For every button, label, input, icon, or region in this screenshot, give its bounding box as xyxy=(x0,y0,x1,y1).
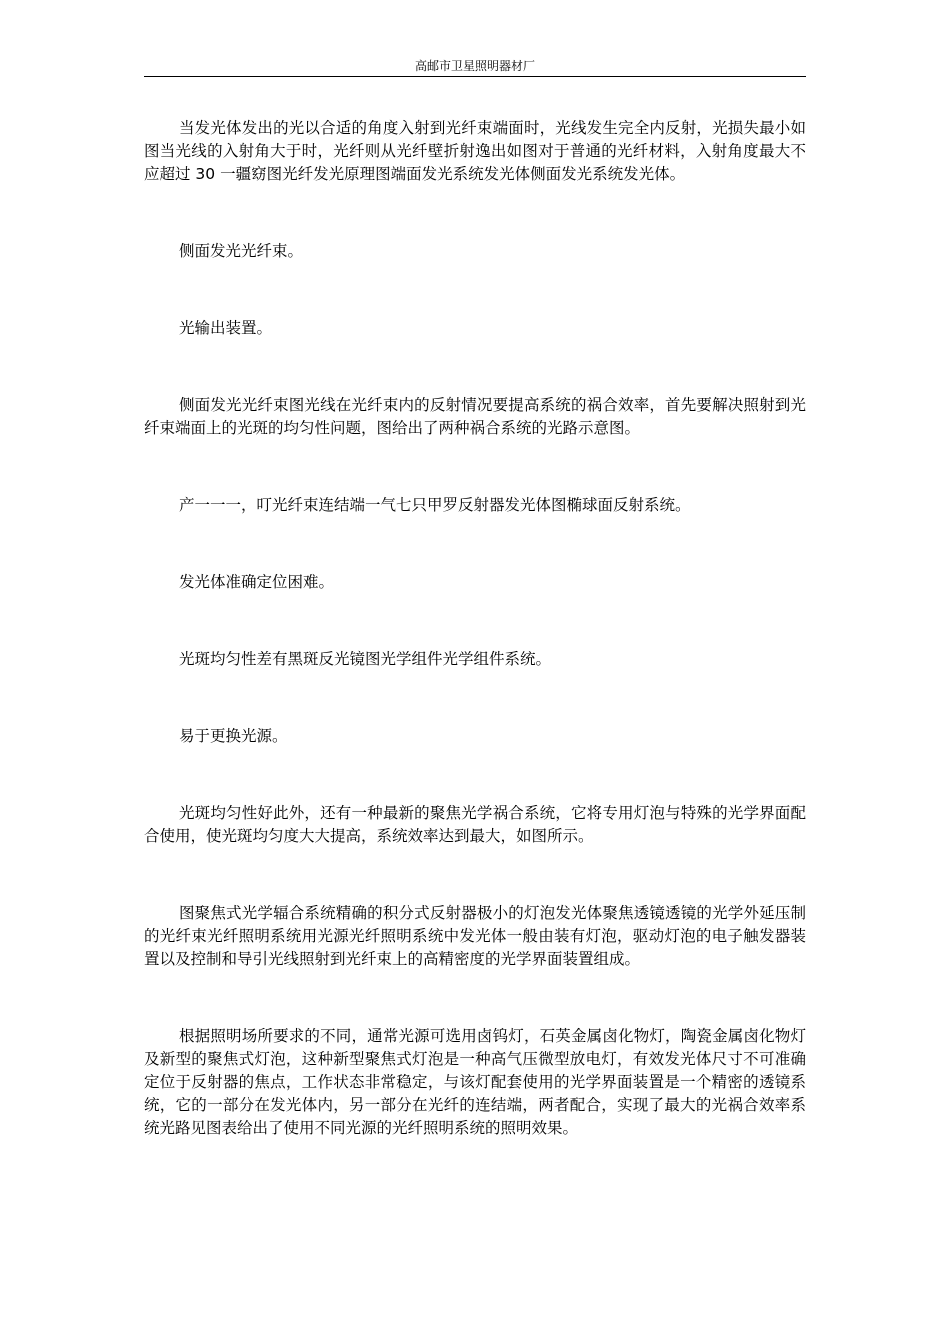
header-rule xyxy=(144,76,806,77)
paragraph-11: 根据照明场所要求的不同，通常光源可选用卤钨灯，石英金属卤化物灯，陶瓷金属卤化物灯及新型的聚焦式灯泡，这种新型聚焦式灯泡是一种高气压微型放电灯，有效发光体尺寸不可准确定位于反射器的焦点，工作状态非常稳定，与该灯配套使用的光学界面装置是一个精密的透镜系统，它的一部分在发光体内，另一部分在光纤的连结端，两者配合，实现了最大的光祸合效率系统光路见图表给出了使用不同光源的光纤照明系统的照明效果。 xyxy=(144,1027,806,1137)
page-header: 高邮市卫星照明器材厂 xyxy=(414,59,535,73)
paragraph-9: 光斑均匀性好此外，还有一种最新的聚焦光学祸合系统，它将专用灯泡与特殊的光学界面配合使用，使光斑均匀度大大提高，系统效率达到最大，如图所示。 xyxy=(144,804,806,845)
paragraph-3: 光输出装置。 xyxy=(179,319,273,337)
paragraph-5: 产一一一，叮光纤束连结端一气七只甲罗反射器发光体图椭球面反射系统。 xyxy=(179,496,691,514)
paragraph-4: 侧面发光光纤束图光线在光纤束内的反射情况要提高系统的祸合效率，首先要解决照射到光纤束端面上的光斑的均匀性问题，图给出了两种祸合系统的光路示意图。 xyxy=(144,396,806,437)
paragraph-6: 发光体准确定位困难。 xyxy=(179,573,335,591)
paragraph-7: 光斑均匀性差有黑斑反光镜图光学组件光学组件系统。 xyxy=(179,650,552,668)
paragraph-2: 侧面发光光纤束。 xyxy=(179,242,304,260)
paragraph-1: 当发光体发出的光以合适的角度入射到光纤束端面时，光线发生完全内反射，光损失最小如图当光线的入射角大于时，光纤则从光纤壁折射逸出如图对于普通的光纤材料，入射角度最大不应超过 30 一疆窈图光纤发光原理图端面发光系统发光体侧面发光系统发光体。 xyxy=(144,119,806,183)
paragraph-8: 易于更换光源。 xyxy=(179,727,288,745)
document-body xyxy=(144,117,806,1194)
paragraph-10: 图聚焦式光学辐合系统精确的积分式反射器极小的灯泡发光体聚焦透镜透镜的光学外延压制的光纤束光纤照明系统用光源光纤照明系统中发光体一般由装有灯泡，驱动灯泡的电子触发器装置以及控制和导引光线照射到光纤束上的高精密度的光学界面装置组成。 xyxy=(144,904,806,968)
